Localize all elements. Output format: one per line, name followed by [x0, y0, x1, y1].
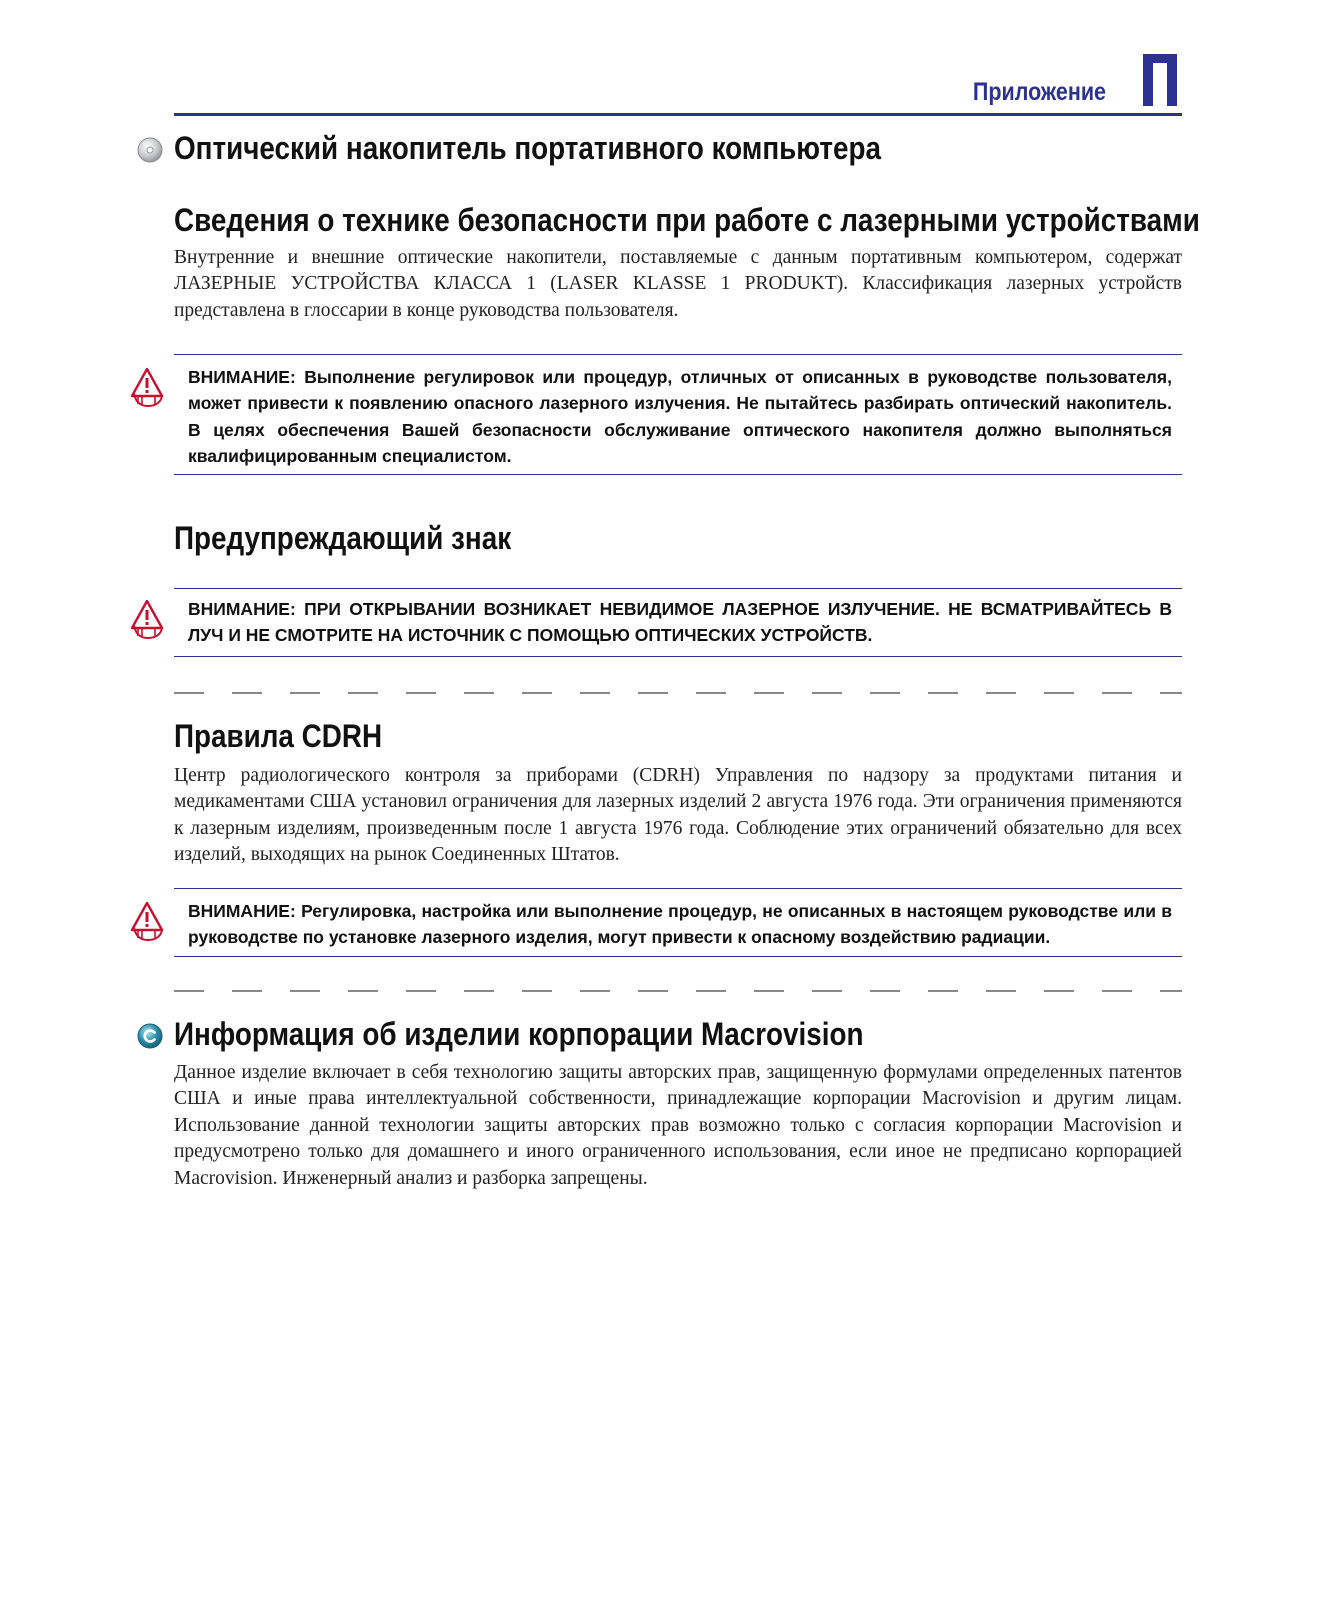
appendix-letter — [1140, 52, 1180, 108]
warning-rule-top — [174, 354, 1182, 355]
optical-drive-title: Оптический накопитель портативного компьютера — [174, 130, 881, 166]
cdrh-title: Правила CDRH — [174, 718, 383, 754]
cdrh-warning-text: ВНИМАНИЕ: Регулировка, настройка или выполнение процедур, не описанных в настоящем руководстве или в руководстве по установке лазерного изделия, могут привести к опасному воздействию радиации. — [188, 901, 1172, 948]
hand-warning-icon — [128, 366, 166, 408]
warning-rule-top — [174, 588, 1182, 589]
warning-rule-bottom — [174, 474, 1182, 475]
warning-rule-top — [174, 888, 1182, 889]
cd-disc-icon — [136, 136, 164, 164]
appendix-label: Приложение — [972, 78, 1106, 106]
hand-warning-icon — [128, 900, 166, 942]
header-rule — [174, 113, 1182, 116]
laser-safety-title: Сведения о технике безопасности при работе с лазерными устройствами — [174, 202, 1200, 238]
macrovision-body: Данное изделие включает в себя технологию защиты авторских прав, защищенную формулами определенных патентов США и иные права интеллектуальной собственности, принадлежащие корпорации Macrovision и другим лицам. Использование данной технологии защиты авторских прав возможно только с согласия корпорации Macrovision и предусмотрено только для домашнего и иного ограниченного использования, если иное не предписано корпорацией Macrovision. Инженерный анализ и разборка запрещены. — [174, 1062, 1182, 1189]
warning-rule-bottom — [174, 956, 1182, 957]
dashed-separator — [174, 692, 1182, 694]
warning-sign-text: ВНИМАНИЕ: ПРИ ОТКРЫВАНИИ ВОЗНИКАЕТ НЕВИДИМОЕ ЛАЗЕРНОЕ ИЗЛУЧЕНИЕ. НЕ ВСМАТРИВАЙТЕСЬ В ЛУЧ И НЕ СМОТРИТЕ НА ИСТОЧНИК С ПОМОЩЬЮ ОПТИЧЕСКИХ УСТРОЙСТВ. — [188, 599, 1172, 646]
laser-safety-body: Внутренние и внешние оптические накопители, поставляемые с данным портативным компьютером, содержат ЛАЗЕРНЫЕ УСТРОЙСТВА КЛАССА 1 (LASER KLASSE 1 PRODUKT). Классификация лазерных устройств представлена в глоссарии в конце руководства пользователя. — [174, 247, 1182, 321]
copyright-icon — [136, 1022, 164, 1050]
warning-rule-bottom — [174, 656, 1182, 657]
dashed-separator — [174, 990, 1182, 992]
cdrh-body: Центр радиологического контроля за приборами (CDRH) Управления по надзору за продуктами питания и медикаментами США установил ограничения для лазерных изделий 2 августа 1976 года. Эти ограничения применяются к лазерным изделиям, произведенным после 1 августа 1976 года. Соблюдение этих ограничений обязательно для всех изделий, выходящих на рынок Соединенных Штатов. — [174, 765, 1182, 866]
laser-warning-text: ВНИМАНИЕ: Выполнение регулировок или процедур, отличных от описанных в руководстве пользователя, может привести к появлению опасного лазерного излучения. Не пытайтесь разбирать оптический накопитель. В целях обеспечения Вашей безопасности обслуживание оптического накопителя должно выполняться квалифицированным специалистом. — [188, 367, 1172, 466]
macrovision-title: Информация об изделии корпорации Macrovision — [174, 1016, 864, 1052]
hand-warning-icon — [128, 598, 166, 640]
warning-sign-title: Предупреждающий знак — [174, 520, 512, 556]
